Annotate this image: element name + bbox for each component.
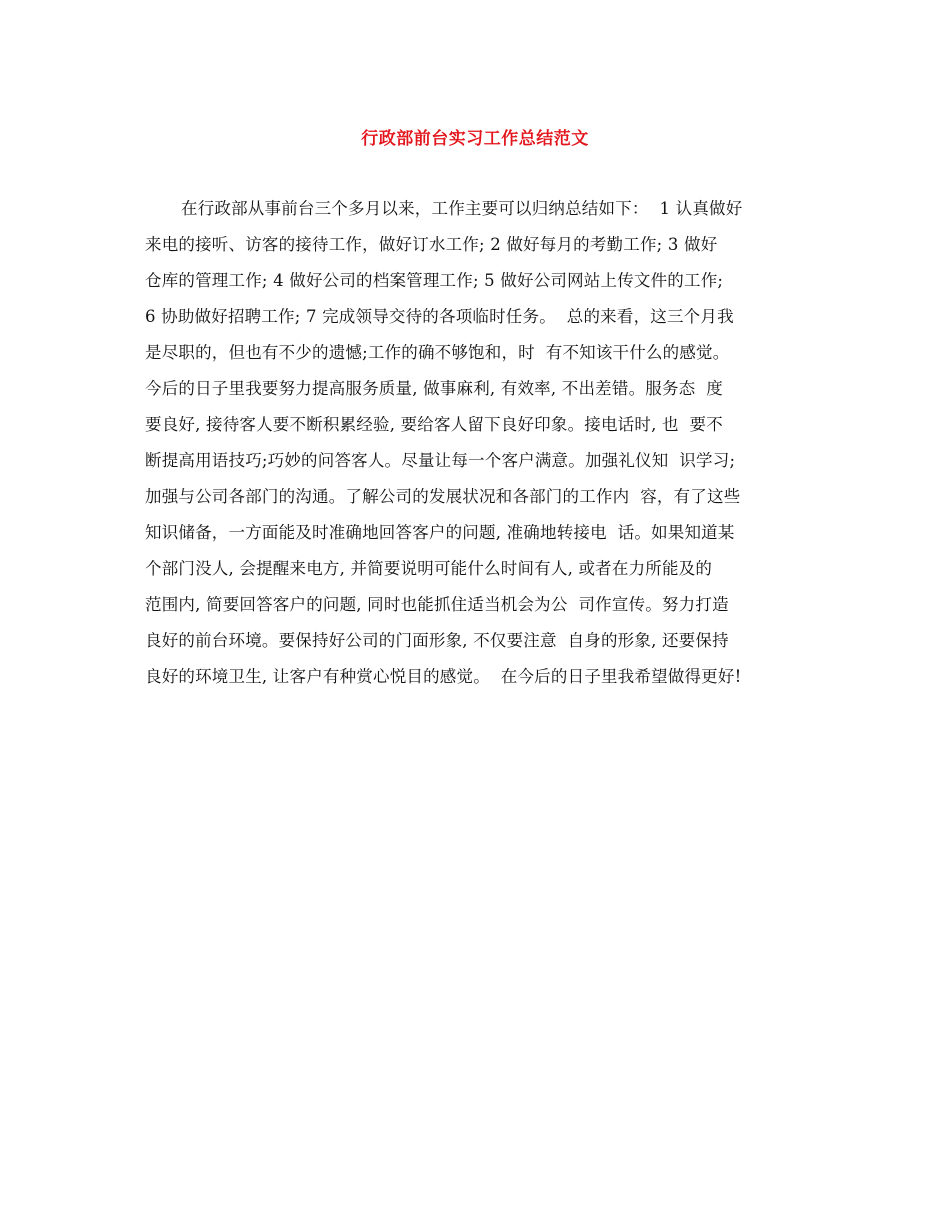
body-line: 在行政部从事前台三个多月以来，工作主要可以归纳总结如下： 1 认真做好 xyxy=(181,199,743,218)
body-line: 要良好, 接待客人要不断积累经验, 要给客人留下良好印象。接电话时, 也 要不 xyxy=(145,415,723,434)
body-line: 良好的前台环境。要保持好公司的门面形象, 不仅要注意 自身的形象, 还要保持 xyxy=(145,631,729,650)
body-line: 范围内, 简要回答客户的问题, 同时也能抓住适当机会为公 司作宣传。努力打造 xyxy=(145,595,729,614)
body-line: 仓库的管理工作; 4 做好公司的档案管理工作; 5 做好公司网站上传文件的工作; xyxy=(145,271,724,290)
body-line: 加强与公司各部门的沟通。了解公司的发展状况和各部门的工作内 容，有了这些 xyxy=(145,487,741,506)
body-line: 6 协助做好招聘工作; 7 完成领导交待的各项临时任务。 总的来看，这三个月我 xyxy=(145,307,734,326)
document-body xyxy=(145,197,825,701)
document-title: 行政部前台实习工作总结范文 xyxy=(361,129,589,149)
body-line: 是尽职的，但也有不少的遗憾;工作的确不够饱和，时 有不知该干什么的感觉。 xyxy=(145,343,730,362)
body-line: 断提高用语技巧;巧妙的问答客人。尽量让每一个客户满意。加强礼仪知 识学习; xyxy=(145,451,736,470)
body-line: 良好的环境卫生, 让客户有种赏心悦目的感觉。 在今后的日子里我希望做得更好! xyxy=(145,667,742,686)
body-line: 来电的接听、访客的接待工作，做好订水工作; 2 做好每月的考勤工作; 3 做好 xyxy=(145,235,718,254)
body-line: 今后的日子里我要努力提高服务质量, 做事麻利, 有效率, 不出差错。服务态 度 xyxy=(145,379,723,398)
body-line: 个部门没人, 会提醒来电方, 并简要说明可能什么时间有人, 或者在力所能及的 xyxy=(145,559,713,578)
body-line: 知识储备，一方面能及时准确地回答客户的问题, 准确地转接电 话。如果知道某 xyxy=(145,523,735,542)
